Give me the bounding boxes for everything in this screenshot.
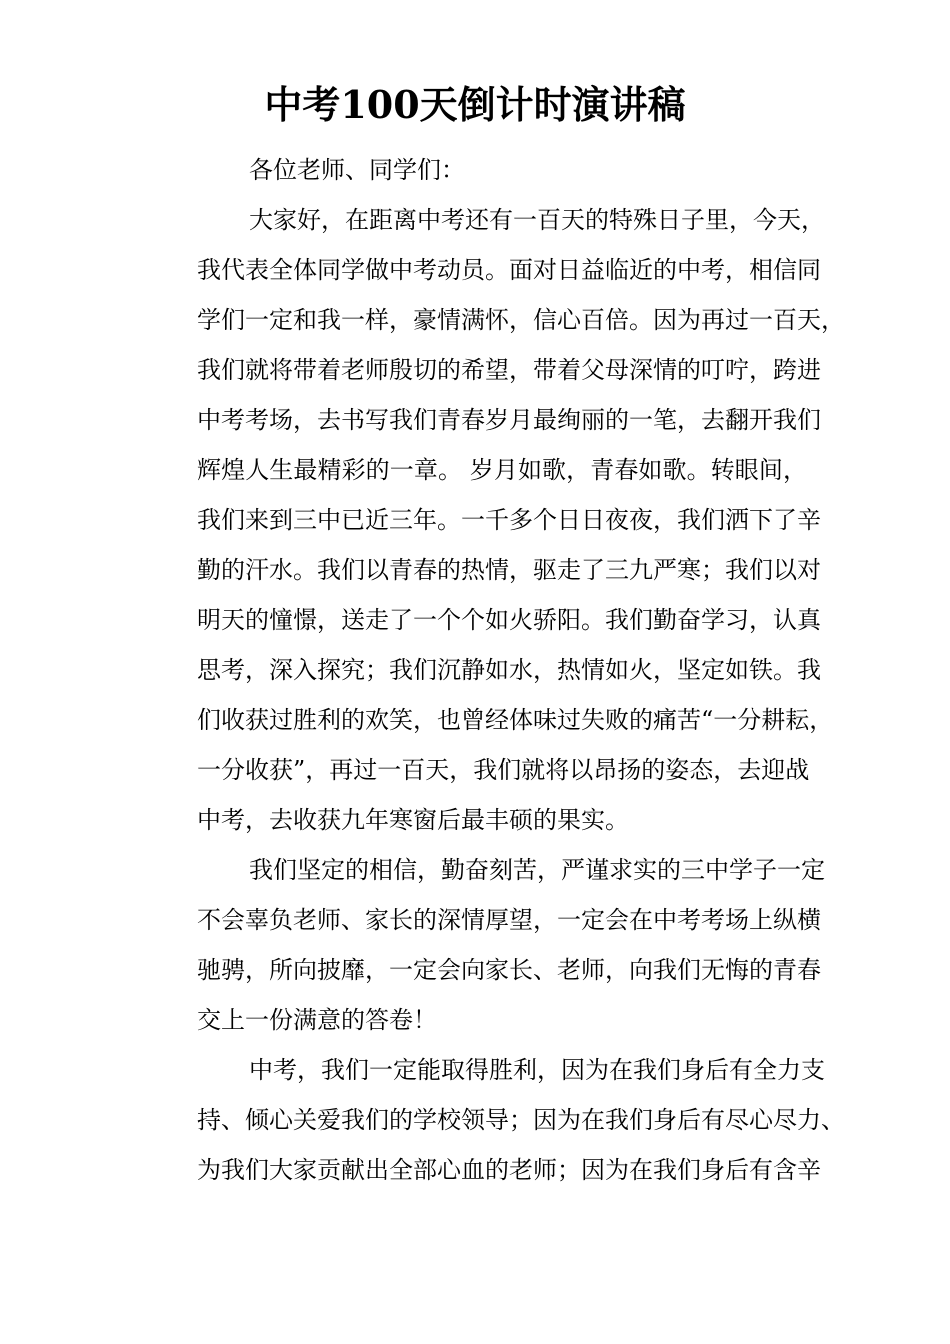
- paragraph-line: 大家好，在距离中考还有一百天的特殊日子里，今天，: [249, 206, 825, 234]
- paragraph-opening: [145, 195, 845, 845]
- paragraph-line: 明天的憧憬，送走了一个个如火骄阳。我们勤奋学习，认真: [197, 606, 821, 634]
- paragraph-line: 不会辜负老师、家长的深情厚望，一定会在中考考场上纵横: [197, 906, 821, 934]
- paragraph-belief: [145, 845, 825, 1045]
- paragraph-line: 我们坚定的相信，勤奋刻苦，严谨求实的三中学子一定: [249, 856, 825, 884]
- paragraph-line: 学们一定和我一样，豪情满怀，信心百倍。因为再过一百天，: [197, 306, 845, 334]
- paragraph-line: 中考，去收获九年寒窗后最丰硕的果实。: [197, 806, 629, 834]
- paragraph-line: 勤的汗水。我们以青春的热情，驱走了三九严寒；我们以对: [197, 556, 821, 584]
- paragraph-line: 我代表全体同学做中考动员。面对日益临近的中考，相信同: [197, 256, 821, 284]
- paragraph-line: 思考，深入探究；我们沉静如水，热情如火，坚定如铁。我: [197, 656, 821, 684]
- document-body: [145, 145, 845, 1195]
- paragraph-greeting: [145, 145, 807, 195]
- paragraph-victory: [145, 1045, 845, 1195]
- paragraph-line: 为我们大家贡献出全部心血的老师；因为在我们身后有含辛: [197, 1156, 821, 1184]
- paragraph-line: 交上一份满意的答卷！: [197, 1006, 437, 1034]
- paragraph-line: 辉煌人生最精彩的一章。 岁月如歌，青春如歌。转眼间，: [197, 456, 807, 484]
- paragraph-line: 们收获过胜利的欢笑，也曾经体味过失败的痛苦“一分耕耘，: [197, 706, 834, 734]
- document-title: 中考100天倒计时演讲稿: [264, 82, 686, 127]
- paragraph-line: 驰骋，所向披靡，一定会向家长、老师，向我们无悔的青春: [197, 956, 821, 984]
- paragraph-line: 我们就将带着老师殷切的希望，带着父母深情的叮咛，跨进: [197, 356, 821, 384]
- paragraph-line: 持、倾心关爱我们的学校领导；因为在我们身后有尽心尽力、: [197, 1106, 845, 1134]
- paragraph-line: 我们来到三中已近三年。一千多个日日夜夜，我们洒下了辛: [197, 506, 821, 534]
- paragraph-line: 中考考场，去书写我们青春岁月最绚丽的一笔，去翻开我们: [197, 406, 821, 434]
- paragraph-line: 一分收获”，再过一百天，我们就将以昂扬的姿态，去迎战: [197, 756, 810, 784]
- paragraph-line: 各位老师、同学们：: [249, 156, 465, 184]
- paragraph-line: 中考，我们一定能取得胜利，因为在我们身后有全力支: [249, 1056, 825, 1084]
